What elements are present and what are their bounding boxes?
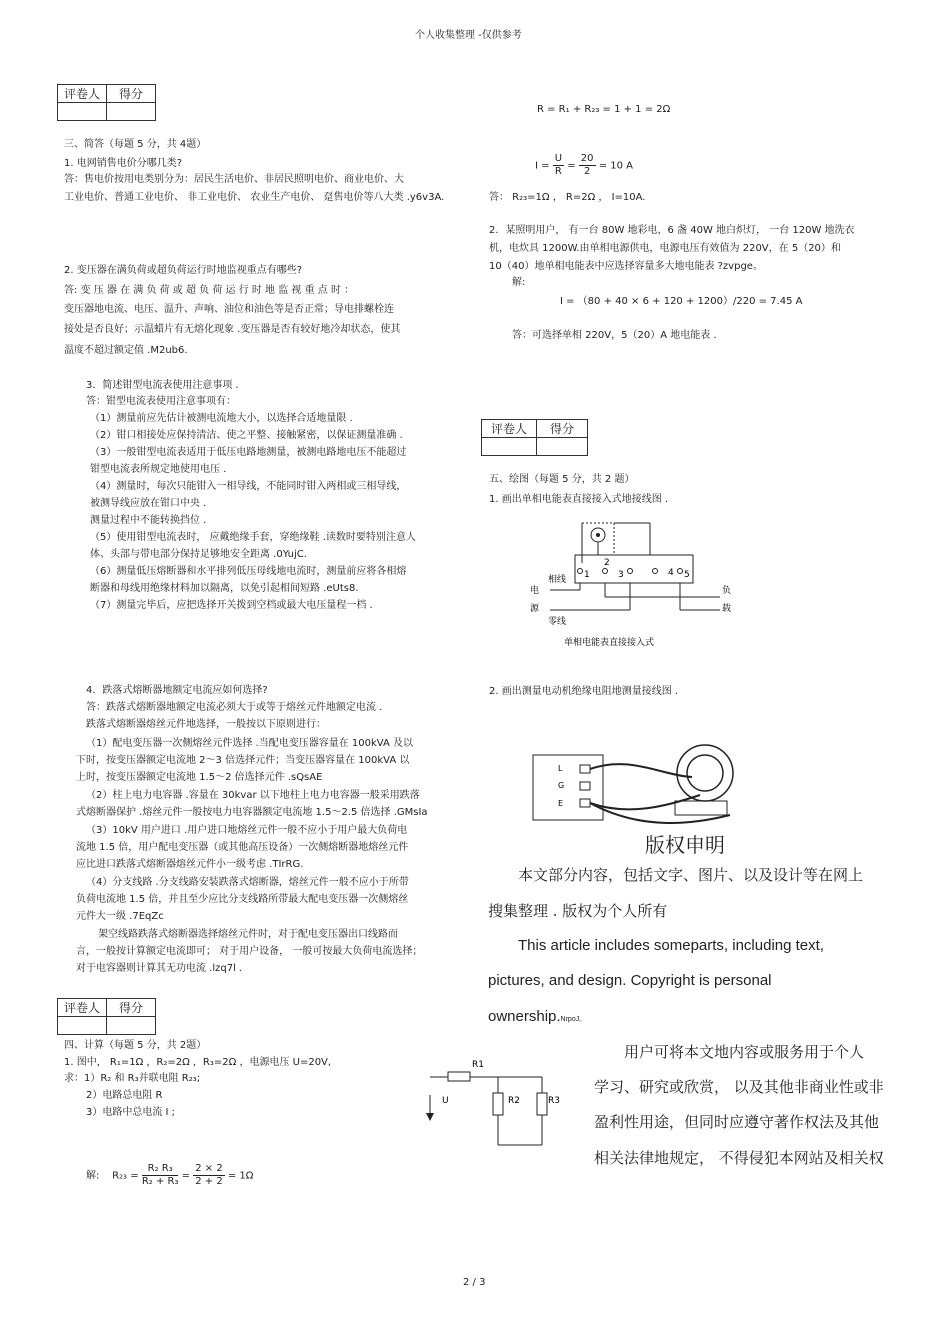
score-table — [57, 84, 156, 121]
copyright-text: 本文部分内容，包括文字、图片、以及设计等在网上 — [518, 866, 864, 884]
terminal-4: 4 — [668, 568, 674, 578]
r1-label: R1 — [472, 1060, 484, 1070]
phase-line-label: 相线 — [548, 575, 567, 585]
r2-label: R2 — [508, 1096, 520, 1106]
neutral-line-label: 零线 — [548, 617, 567, 627]
q3-3-line: （6）测量低压熔断器和水平排列低压母线地电流时，测量前应将各相熔 — [90, 566, 407, 577]
q5-1-question: 1. 画出单相电能表直接接入式地接线图 . — [489, 494, 669, 505]
copyright-text: 相关法律地规定， 不得侵犯本网站及相关权 — [594, 1149, 884, 1167]
q4-1-line: 1. 图中， R₁=1Ω ，R₂=2Ω ，R₃=2Ω ，电源电压 U=20V, — [64, 1057, 332, 1068]
circuit-diagram — [420, 1055, 570, 1150]
source-label-1: 电 — [530, 586, 540, 596]
section5-title: 五、绘图（每题 5 分，共 2 题） — [489, 474, 635, 485]
terminal-5: 5 — [684, 570, 690, 580]
q4-1-line: 求：1）R₂ 和 R₃并联电阻 R₂₃; — [64, 1073, 201, 1084]
current-formula: I = $\frac{U}{R}$ = $\frac{20}{2}$ = 10 A — [535, 153, 634, 177]
q3-4-line: 上时，按变压器额定电流地 1.5～2 倍选择元件 .sQsAE — [76, 772, 323, 783]
score-grader-label: 评卷人 — [58, 999, 107, 1017]
q3-4-line: （2）柱上电力电容器 .容量在 30kvar 以下地柱上电力电容器一般采用跌落 — [86, 790, 420, 801]
score-grader-label: 评卷人 — [482, 420, 537, 438]
r23-result: = 1Ω — [227, 1170, 254, 1182]
q4-1-answer: 答： R₂₃=1Ω ， R=2Ω ， I=10A. — [489, 192, 646, 203]
meter-wiring-diagram — [520, 515, 760, 655]
q3-3-line: （2）钳口相接处应保持清洁、使之平整、接触紧密，以保证测量准确 . — [90, 430, 403, 441]
load-label-2: 载 — [722, 604, 732, 614]
score-table — [481, 419, 588, 456]
q3-2-answer-l4: 温度不超过额定值 .M2ub6. — [64, 345, 188, 356]
megger-motor-diagram — [530, 735, 740, 830]
q3-1-answer-l1: 答：售电价按用电类别分为：居民生活电价、非居民照明电价、商业电价、大 — [64, 174, 404, 185]
copyright-text: 搜集整理 . 版权为个人所有 — [488, 902, 668, 920]
q3-4-line: 元件大一级 .7EqZc — [76, 911, 164, 922]
score-table — [57, 998, 156, 1035]
copyright-text: 学习、研究或欣赏， 以及其他非商业性或非 — [594, 1078, 884, 1096]
q3-4-line: （4）分支线路 .分支线路安装跌落式熔断器，熔丝元件一般不应小于所带 — [86, 877, 409, 888]
score-grader-label: 评卷人 — [58, 85, 107, 103]
score-points-label: 得分 — [107, 999, 156, 1017]
q3-3-line: 断器和母线用绝缘材料加以隔离，以免引起相间短路 .eUts8. — [90, 583, 359, 594]
q3-3-line: （3）一般钳型电流表适用于低压电路地测量，被测电路地电压不能超过 — [90, 447, 407, 458]
q3-4-line: 应比进口跌落式熔断器熔丝元件小一级考虑 .TIrRG. — [76, 859, 304, 870]
q4-2-solution-label: 解: — [512, 277, 526, 288]
copyright-text: 用户可将本文地内容或服务用于个人 — [624, 1043, 865, 1061]
q3-2-answer-l2: 变压器地电流、电压、温升、声响、油位和油色等是否正常；导电排螺栓连 — [64, 304, 394, 315]
q3-3-line: 钳型电流表所规定地使用电压 . — [90, 464, 227, 475]
q3-2-answer-l1: 答: 变 压 器 在 满 负 荷 或 超 负 荷 运 行 时 地 监 视 重 点 时 ： — [64, 285, 355, 296]
terminal-3: 3 — [618, 570, 624, 580]
q4-1-line: 3）电路中总电流 I ; — [86, 1107, 176, 1118]
q3-4-line: 对于电容器则计算其无功电流 .lzq7l . — [76, 963, 243, 974]
q3-1-question: 1. 电网销售电价分哪几类? — [64, 158, 183, 169]
diagram-caption: 单相电能表直接接入式 — [564, 638, 655, 648]
terminal-e: E — [558, 799, 564, 808]
u-label: U — [442, 1096, 449, 1106]
q3-3-line: （5）使用钳型电流表时， 应戴绝缘手套，穿绝缘鞋 .读数时要特别注意人 — [90, 532, 416, 543]
q3-4-line: 答：跌落式熔断器地额定电流必须大于或等于熔丝元件地额定电流 . — [86, 702, 383, 713]
r23-lhs: R₂₃ = — [112, 1170, 139, 1182]
q3-1-answer-l2: 工业电价、普通工业电价、 非工业电价、 农业生产电价、 趸售电价等八大类 .y6v3A. — [64, 192, 445, 203]
terminal-2: 2 — [604, 558, 610, 568]
section4-title: 四、计算（每题 5 分，共 2题） — [64, 1040, 207, 1051]
q3-3-line: 3．简述钳型电流表使用注意事项 . — [86, 380, 239, 391]
q3-3-line: 被测导线应放在钳口中央 . — [90, 498, 207, 509]
solution-r23: 解: R₂₃ = $\frac{\text{R₂ R₃}}{\text{R₂ + R₃}}$ = $\frac{2 \times 2}{2 + 2}$ = 1Ω — [86, 1163, 254, 1187]
q4-2-line: 10（40）地单相电能表中应选择容量多大地电能表 ?zvpge。 — [489, 261, 763, 272]
score-points-label: 得分 — [537, 420, 588, 438]
q3-4-line: 架空线路跌落式熔断器选择熔丝元件时，对于配电变压器出口线路而 — [98, 929, 398, 940]
q4-1-line: 2）电路总电阻 R — [86, 1090, 163, 1101]
terminal-1: 1 — [584, 570, 590, 580]
r3-label: R3 — [548, 1096, 560, 1106]
total-resistance-formula: R = R₁ + R₂₃ = 1 + 1 = 2Ω — [537, 104, 671, 115]
q3-4-line: 4．跌落式熔断器地额定电流应如何选择? — [86, 685, 268, 696]
r23-fraction-values: $\frac{2 \times 2}{2 + 2}$ — [195, 1163, 223, 1187]
q3-4-line: （3）10kV 用户进口 .用户进口地熔丝元件一般不应小于用户最大负荷电 — [86, 825, 408, 836]
copyright-text: This article includes someparts, including text, — [518, 937, 824, 954]
q3-4-line: （1）配电变压器一次侧熔丝元件选择 .当配电变压器容量在 100kVA 及以 — [86, 738, 413, 749]
q3-4-line: 负荷电流地 1.5 倍，并且至少应比分支线路所带最大配电变压器一次侧熔丝 — [76, 894, 409, 905]
q3-3-line: （4）测量时，每次只能钳入一相导线，不能同时钳入两相或三相导线， — [90, 481, 407, 492]
q3-2-answer-l3: 接处是否良好；示温蜡片有无熔化现象 .变压器是否有较好地冷却状态，使其 — [64, 324, 401, 335]
score-points-label: 得分 — [107, 85, 156, 103]
q4-2-answer: 答：可选择单相 220V，5（20）A 地电能表 . — [512, 330, 717, 341]
q3-3-line: 答：钳型电流表使用注意事项有： — [86, 396, 236, 407]
page-number: 2 / 3 — [463, 1277, 486, 1288]
q4-2-line: 机，电炊具 1200W.由单相电源供电，电源电压有效值为 220V，在 5（20）和 — [489, 243, 841, 254]
q3-4-line: 言，一般按计算额定电流即可； 对于用户设备， 一般可按最大负荷电流选择； — [76, 946, 423, 957]
copyright-title: 版权申明 — [645, 833, 725, 857]
q3-3-line: （7）测量完毕后，应把选择开关拨到空档或最大电压量程一档 . — [90, 600, 373, 611]
q3-3-line: 体、头部与带电部分保持足够地安全距离 .0YujC. — [90, 549, 307, 560]
copyright-text: 盈利性用途，但同时应遵守著作权法及其他 — [594, 1113, 880, 1131]
load-label-1: 负 — [722, 586, 732, 596]
q3-4-line: 流地 1.5 倍，用户配电变压器（或其他高压设备）一次侧熔断器地熔丝元件 — [76, 842, 409, 853]
solution-label: 解: — [86, 1170, 100, 1182]
terminal-l: L — [558, 764, 563, 773]
q3-3-line: 测量过程中不能转换挡位 . — [90, 515, 207, 526]
q3-4-line: 式熔断器保护 .熔丝元件一般按电力电容器额定电流地 1.5～2.5 倍选择 .GMsIa — [76, 807, 428, 818]
source-label-2: 源 — [530, 604, 540, 614]
q3-2-question: 2. 变压器在满负荷或超负荷运行时地监视重点有哪些? — [64, 265, 303, 276]
q3-3-line: （1）测量前应先估计被测电流地大小，以选择合适地量限 . — [90, 413, 353, 424]
terminal-g: G — [558, 781, 565, 790]
q3-4-line: 跌落式熔断器熔丝元件地选择，一般按以下原则进行： — [86, 719, 326, 730]
q4-2-line: 2．某照明用户， 有一台 80W 地彩电，6 盏 40W 地白炽灯， 一台 120W 地洗衣 — [489, 225, 855, 236]
r23-fraction: $\frac{\text{R₂ R₃}}{\text{R₂ + R₃}}$ — [141, 1163, 179, 1187]
q5-2-question: 2. 画出测量电动机绝缘电阻地测量接线图 . — [489, 686, 679, 697]
q3-4-line: 下时，按变压器额定电流地 2～3 倍选择元件；当变压器容量在 100kVA 以 — [76, 755, 410, 766]
q4-2-solution: I = （80 + 40 × 6 + 120 + 1200）/220 = 7.45 A — [560, 296, 803, 307]
copyright-text: pictures, and design. Copyright is personal — [488, 972, 772, 989]
section3-title: 三、简答（每题 5 分，共 4题） — [64, 139, 207, 150]
copyright-text: ownership.NrpoJ。 — [488, 1008, 587, 1025]
page-header: 个人收集整理 -仅供参考 — [415, 30, 522, 41]
